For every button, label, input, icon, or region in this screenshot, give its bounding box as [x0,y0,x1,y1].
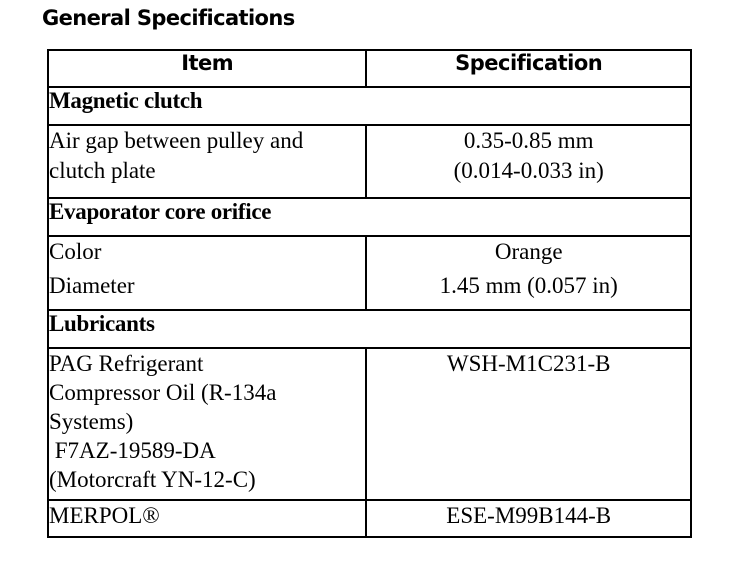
item-line: PAG Refrigerant [49,351,204,376]
section-row-magnetic-clutch [48,87,691,125]
item-line: Air gap between pulley and [49,128,304,153]
table-header-row [48,50,691,87]
table-row [48,348,691,500]
item-line: clutch plate [49,158,156,183]
item-cell [48,348,366,500]
spec-line: 1.45 mm (0.057 in) [439,273,618,298]
header-specification: Specification [366,50,691,87]
table-row [48,236,691,310]
spec-line: 0.35-0.85 mm [463,128,594,153]
section-title: Lubricants [48,310,691,348]
item-cell [48,236,366,310]
spec-cell [366,236,691,310]
item-line: F7AZ-19589-DA [49,438,216,463]
section-title: Magnetic clutch [48,87,691,125]
item-cell [48,125,366,198]
spec-cell [366,125,691,198]
header-item: Item [48,50,366,87]
section-title: Evaporator core orifice [48,198,691,236]
spec-line: (0.014-0.033 in) [453,158,604,183]
item-line: (Motorcraft YN-12-C) [49,467,256,492]
section-row-evaporator-core-orifice [48,198,691,236]
table-row [48,125,691,198]
item-line: Diameter [49,273,135,298]
page-title: General Specifications [42,6,295,30]
specifications-table [47,49,692,538]
table-row [48,500,691,537]
item-line: Color [49,239,102,264]
item-cell: MERPOL® [48,500,366,537]
item-line: Compressor Oil (R-134a [49,380,277,405]
spec-cell: WSH-M1C231-B [366,348,691,500]
spec-cell: ESE-M99B144-B [366,500,691,537]
section-row-lubricants [48,310,691,348]
item-line: Systems) [49,409,134,434]
spec-line: Orange [494,239,563,264]
